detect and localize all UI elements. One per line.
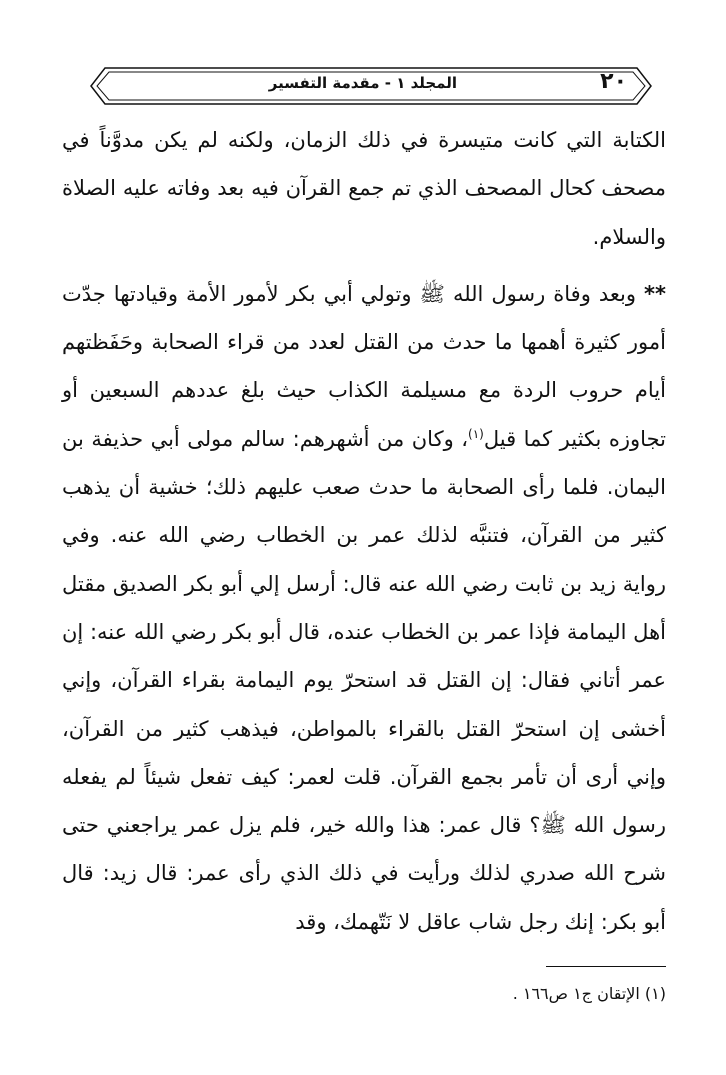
paragraph: الكتابة التي كانت متيسرة في ذلك الزمان، ولكنه لم يكن مدوَّناً في مصحف كحال المصحف الذي تم جمع القرآن فيه بعد وفاته عليه الصلاة والسلام. bbox=[62, 128, 666, 249]
footnote-reference: (١) bbox=[468, 426, 484, 441]
footnote-divider bbox=[546, 966, 666, 967]
footnote: (١) الإتقان ج١ ص١٦٦ . bbox=[512, 984, 666, 1003]
running-title: المجلد ١ - مقدمة التفسير bbox=[268, 74, 457, 92]
paragraph-text: وبعد وفاة رسول الله ﷺ وتولي أبي بكر لأمور الأمة وقيادتها جدّت أمور كثيرة أهمها ما حدث من القتل لعدد من قراء الصحابة وحَفَظتهم أيام حروب الردة مع مسيلمة الكذاب حيث بلغ عددهم السبعين أو تجاوزه بكثير كما قيل bbox=[62, 281, 666, 451]
paragraph bbox=[62, 270, 666, 946]
paragraph-text: ، وكان من أشهرهم: سالم مولى أبي حذيفة بن اليمان. فلما رأى الصحابة ما حدث صعب عليهم ذلك؛ خشية أن يذهب كثير من القرآن، فتنبَّه لذلك عمر بن الخطاب رضي الله عنه. وفي رواية زيد بن ثابت رضي الله عنه قال: أرسل إلي أبو بكر الصديق مقتل أهل اليمامة فإذا عمر بن الخطاب عنده، قال أبو بكر رضي الله عنه: إن عمر أتاني فقال: إن القتل قد استحرّ يوم اليمامة بقراء القرآن، وإني أخشى إن استحرّ القتل بالقراء بالمواطن، فيذهب كثير من القرآن، وإني أرى أن تأمر بجمع القرآن. قلت لعمر: كيف تفعل شيئاً لم يفعله رسول الله ﷺ؟ قال عمر: هذا والله خير، فلم يزل عمر يراجعني حتى شرح الله صدري لذلك ورأيت في ذلك الذي رأى عمر: قال زيد: قال أبو بكر: إنك رجل شاب عاقل لا نَتّهمك، وقد bbox=[62, 426, 666, 934]
section-marker: ** bbox=[644, 281, 667, 306]
page-number: ٢٠ bbox=[600, 69, 627, 94]
body-text bbox=[62, 116, 666, 946]
running-header bbox=[85, 64, 657, 108]
